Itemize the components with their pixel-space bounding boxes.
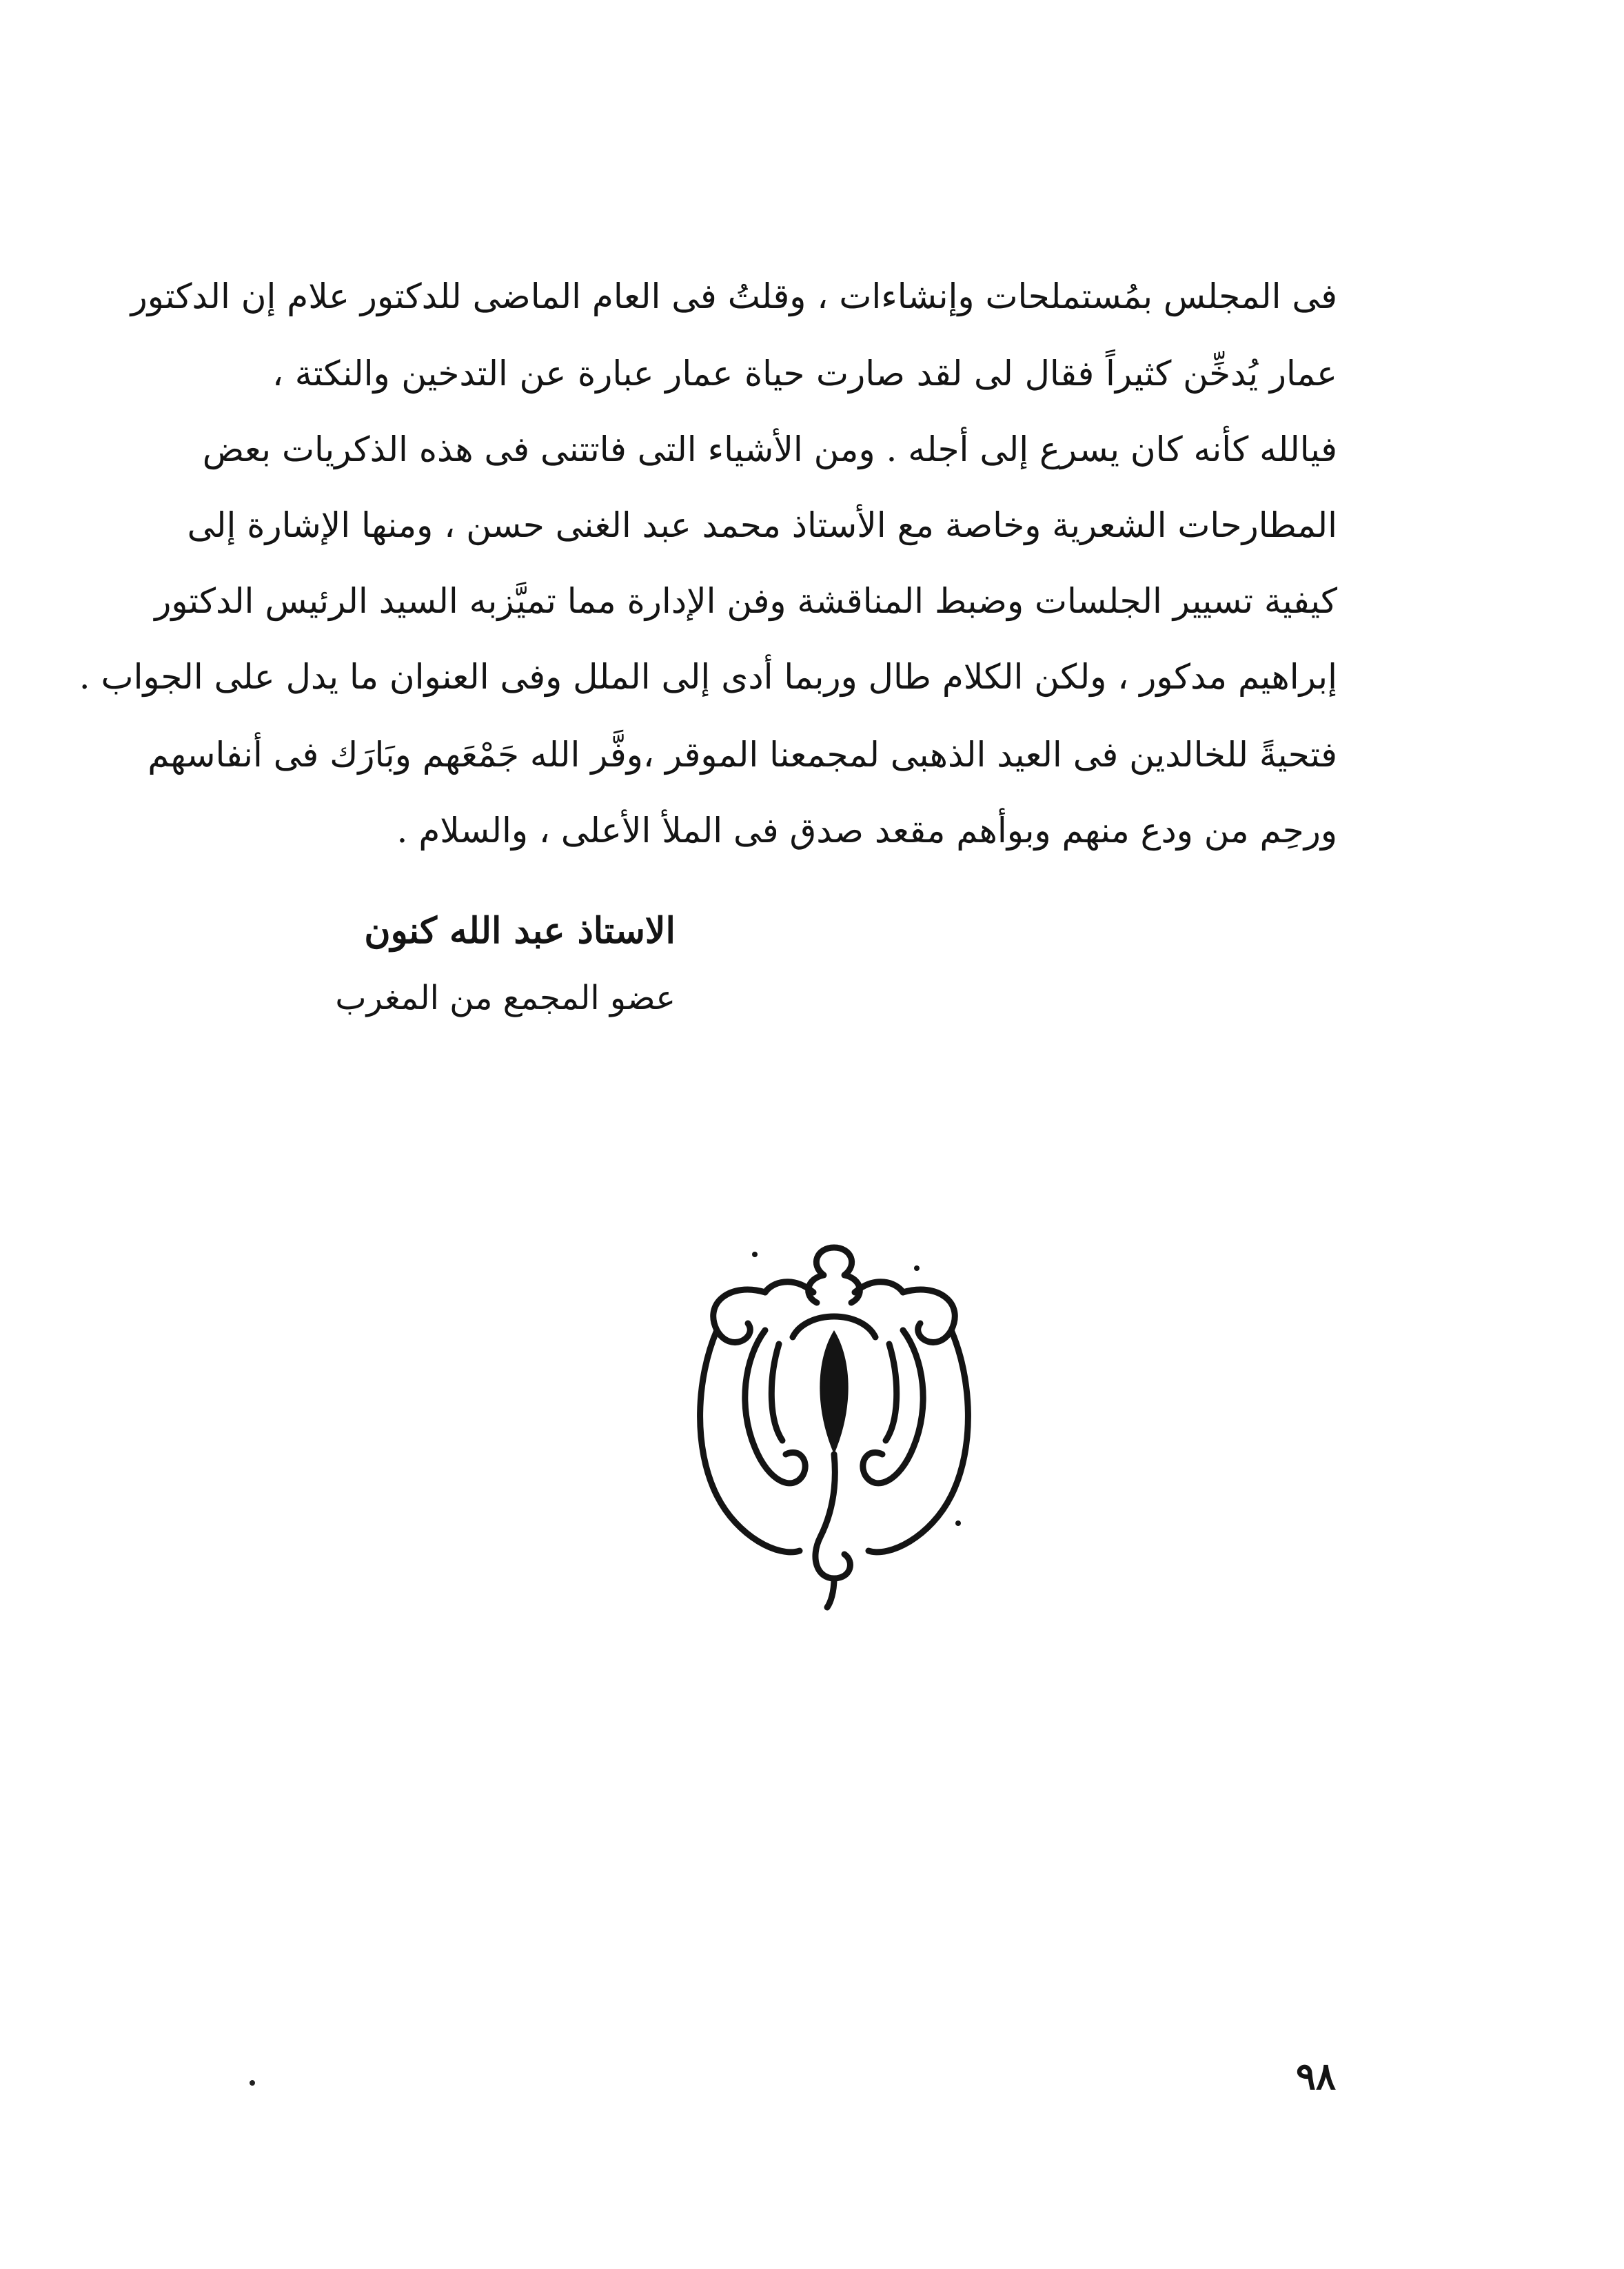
page-number: ٩٨	[1296, 2054, 1337, 2098]
signature-title: عضو المجمع من المغرب	[335, 979, 676, 1017]
paragraph-1	[79, 272, 1337, 713]
paragraph-1-line: إبراهيم مدكور ، ولكن الكلام طال وربما أدى إلى الملل وفى العنوان ما يدل على الجواب .	[79, 657, 1337, 697]
paragraph-1-line: عمار يُدخِّن كثيراً فقال لى لقد صارت حياة عمار عبارة عن التدخين والنكتة ،	[272, 354, 1337, 394]
paragraph-2	[148, 731, 1337, 868]
paragraph-1-line: فيالله كأنه كان يسرع إلى أجله . ومن الأشياء التى فاتتنى فى هذه الذكريات بعض	[202, 429, 1337, 469]
page-mark-dot	[250, 2080, 255, 2086]
paragraph-2-line: فتحيةً للخالدين فى العيد الذهبى لمجمعنا الموقر ،وفَّر الله جَمْعَهم وبَارَك فى أنفاسهم	[148, 735, 1337, 775]
paragraph-2-line: ورحِم من ودع منهم وبوأهم مقعد صدق فى الملأ الأعلى ، والسلام .	[396, 811, 1337, 851]
paragraph-1-line: فى المجلس بمُستملحات وإنشاءات ، وقلتُ فى العام الماضى للدكتور علام إن الدكتور	[130, 276, 1337, 316]
signature-block	[335, 910, 676, 1048]
paragraph-1-line: كيفية تسيير الجلسات وضبط المناقشة وفن الإدارة مما تميَّزبه السيد الرئيس الدكتور	[154, 581, 1337, 621]
paragraph-1-line: المطارحات الشعرية وخاصة مع الأستاذ محمد عبد الغنى حسن ، ومنها الإشارة إلى	[187, 505, 1337, 545]
floral-ornament-icon	[689, 1227, 979, 1613]
signature-name: الاستاذ عبد الله كنون	[364, 910, 676, 952]
